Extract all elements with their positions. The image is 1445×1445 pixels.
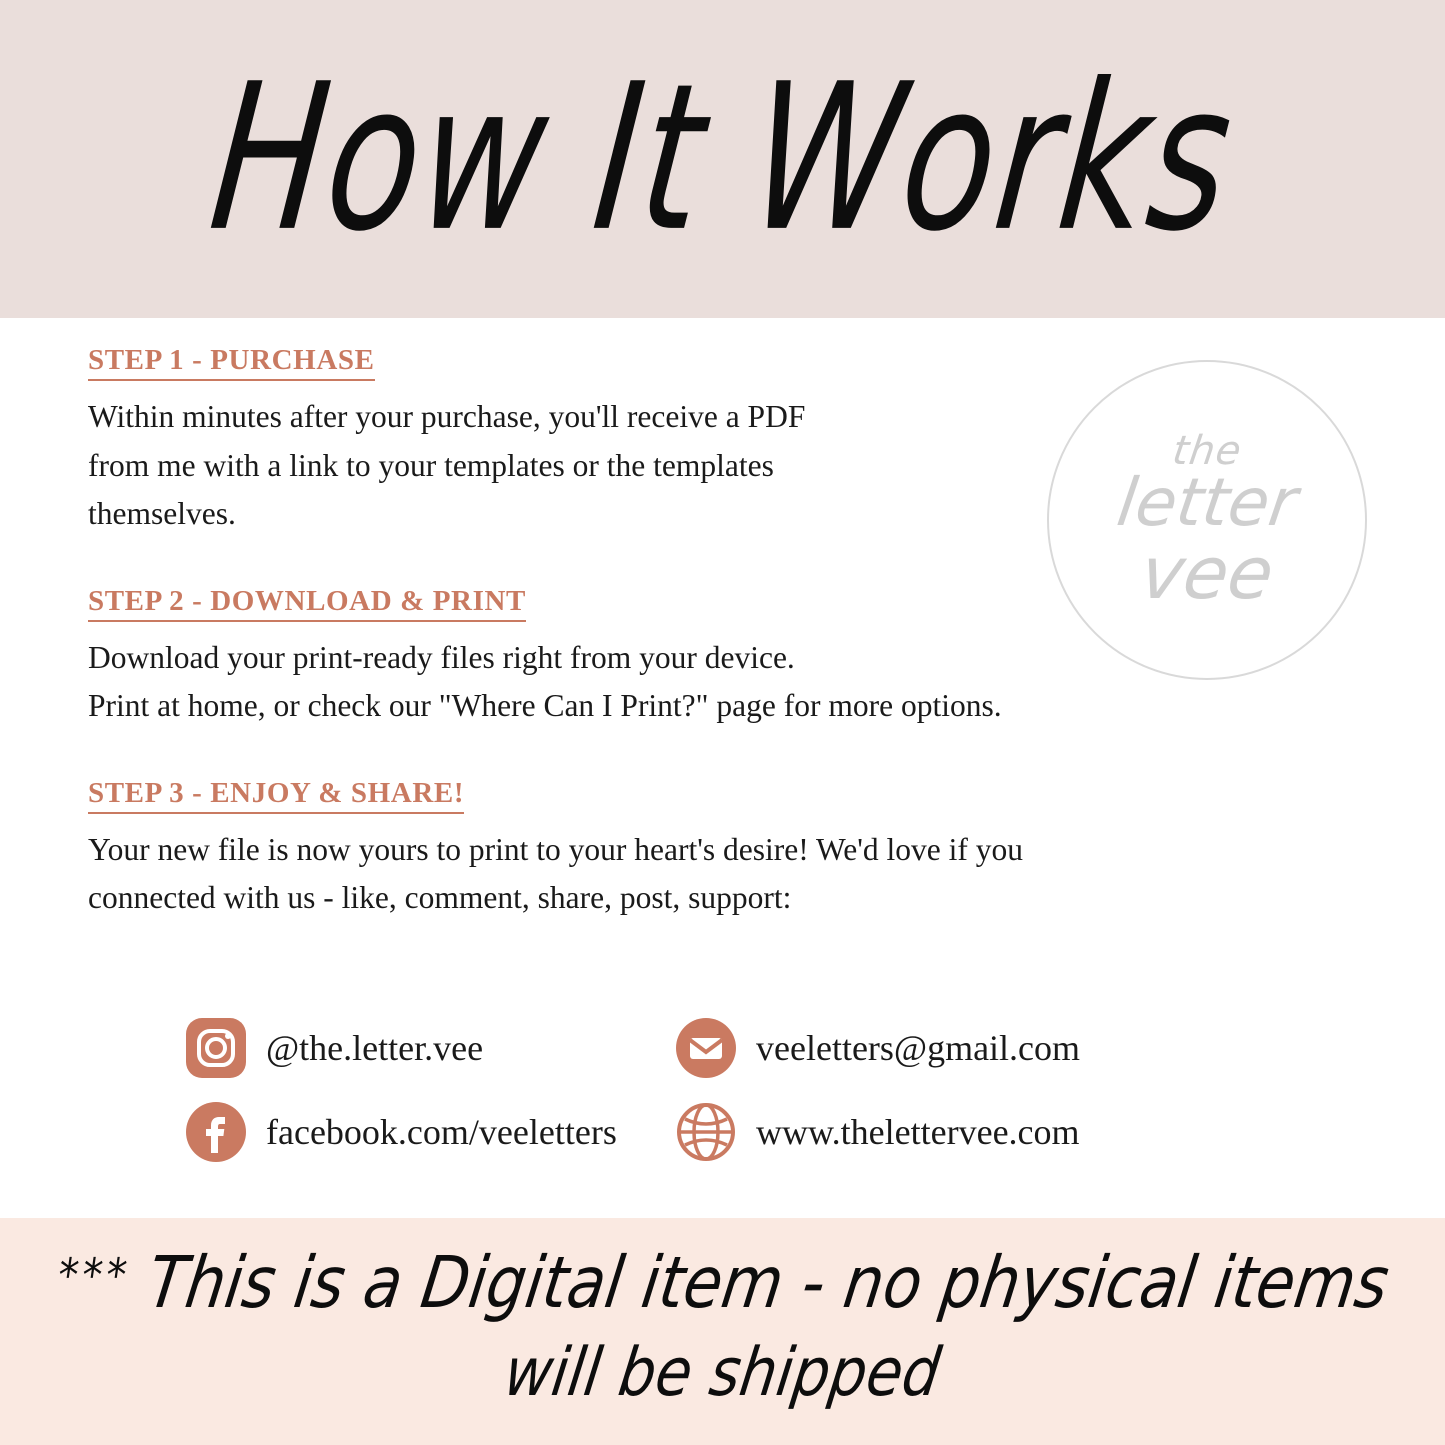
footer-stars: ***	[54, 1249, 134, 1303]
facebook-icon	[186, 1102, 246, 1162]
step-1-line-1: Within minutes after your purchase, you'll receive a PDF	[88, 399, 806, 434]
footer-note-line2: will be shipped	[499, 1332, 946, 1412]
social-item-email[interactable]	[676, 1018, 1080, 1078]
social-row-2	[186, 1102, 1246, 1162]
step-2-title: STEP 2 - DOWNLOAD & PRINT	[88, 585, 526, 622]
footer-note-text1: This is a Digital item - no physical items	[142, 1240, 1394, 1325]
step-3	[88, 777, 1268, 923]
instagram-handle: @the.letter.vee	[266, 1028, 484, 1068]
header-band	[0, 0, 1445, 318]
step-1-line-3: themselves.	[88, 496, 236, 531]
brand-logo-line2: letter	[1112, 464, 1302, 542]
brand-logo	[1047, 360, 1367, 680]
step-3-line-1: Your new file is now yours to print to your heart's desire! We'd love if you	[88, 831, 1024, 867]
facebook-url: facebook.com/veeletters	[266, 1112, 617, 1152]
instagram-icon	[186, 1018, 246, 1078]
body-section	[0, 318, 1445, 1218]
globe-icon	[676, 1102, 736, 1162]
envelope-icon	[676, 1018, 736, 1078]
social-links	[186, 1018, 1246, 1186]
step-1-title: STEP 1 - PURCHASE	[88, 344, 375, 381]
step-2-line-1: Download your print-ready files right from your device.	[88, 639, 795, 675]
brand-logo-text	[1112, 428, 1302, 616]
step-3-title: STEP 3 - ENJOY & SHARE!	[88, 777, 464, 814]
step-2-line-2: Print at home, or check our "Where Can I Print?" page for more options.	[88, 688, 1002, 723]
social-row-1	[186, 1018, 1246, 1078]
page-title: How It Works	[201, 41, 1244, 277]
email-address: veeletters@gmail.com	[756, 1028, 1081, 1068]
footer-note-line1	[0, 1241, 1445, 1325]
social-item-website[interactable]	[676, 1102, 1080, 1162]
website-url: www.thelettervee.com	[756, 1112, 1080, 1152]
brand-logo-line1: the	[1169, 428, 1245, 475]
brand-logo-line3: vee	[1135, 531, 1279, 616]
social-item-facebook[interactable]	[186, 1102, 676, 1162]
step-3-line-2: connected with us - like, comment, share, post, support:	[88, 880, 792, 915]
step-1-line-2: from me with a link to your templates or the templates	[88, 447, 774, 483]
social-item-instagram[interactable]	[186, 1018, 676, 1078]
footer-band	[0, 1218, 1445, 1445]
